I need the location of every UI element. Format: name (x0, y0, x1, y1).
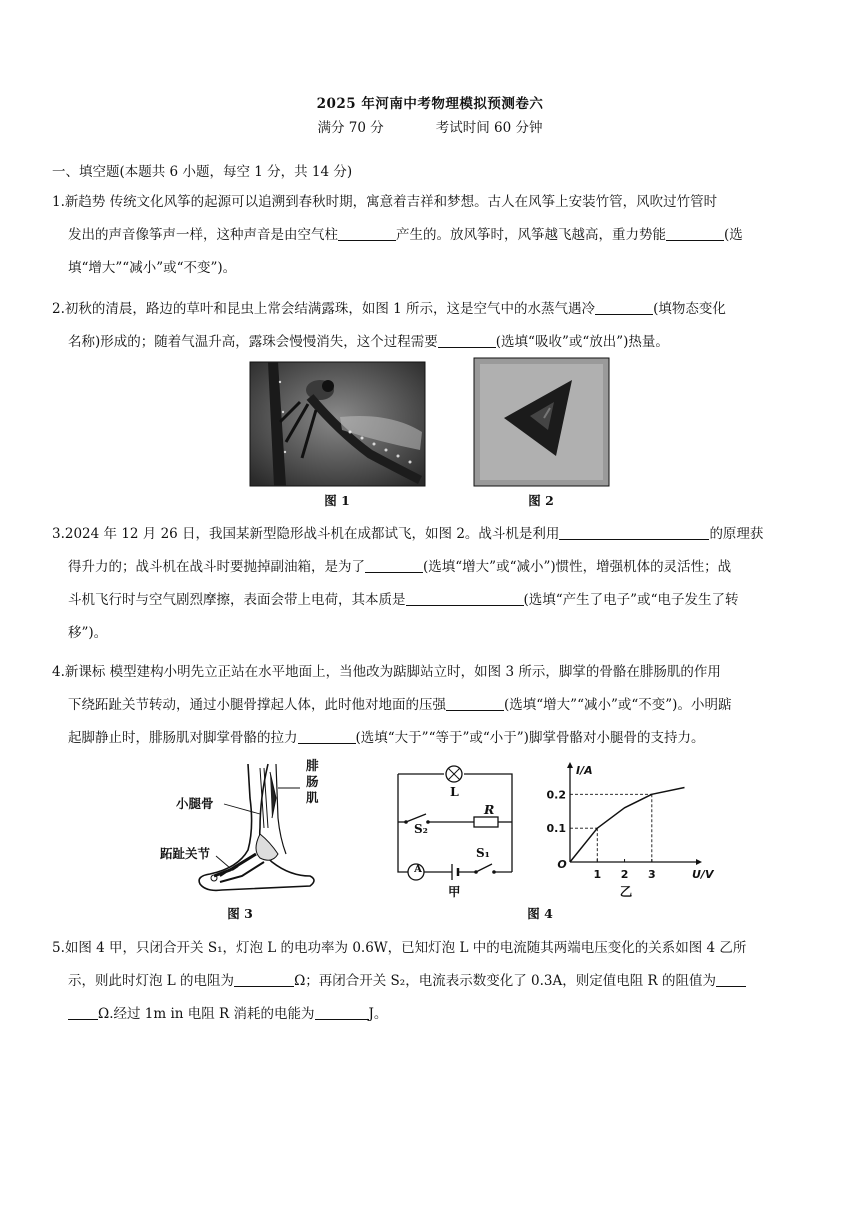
answer-blank[interactable] (365, 558, 423, 573)
label-leg-bone: 小腿骨 (176, 796, 214, 811)
switch-s1-icon (476, 864, 492, 872)
q4-line1: 4.新课标 模型建构小明先立正站在水平地面上，当他改为踮脚站立时，如图 3 所示，脚掌的骨骼在腓肠肌的作用 (52, 664, 721, 680)
answer-blank[interactable] (595, 300, 653, 315)
iu-curve (570, 788, 685, 863)
answer-blank[interactable] (406, 591, 524, 606)
figure-1-caption: 图 1 (324, 493, 350, 508)
question-4 (52, 656, 812, 755)
full-score: 满分 70 分 (317, 120, 384, 136)
answer-blank[interactable] (234, 972, 294, 987)
x-tick-label: 2 (620, 868, 629, 881)
resistor-label: R (484, 802, 495, 817)
y-axis-label: I/A (576, 764, 593, 777)
figure-4-caption: 图 4 (527, 906, 553, 921)
question-1 (52, 186, 812, 285)
section-heading: 一、填空题(本题共 6 小题，每空 1 分，共 14 分) (52, 164, 353, 180)
q4-line3: 起脚静止时，腓肠肌对脚掌骨骼的拉力 (选填“大于”“等于”或“小于”)脚掌骨骼对小腿骨的支持力。 (68, 730, 705, 746)
exam-title: 2025 年河南中考物理模拟预测卷六 (316, 96, 544, 112)
switch-s2-label: S₂ (414, 822, 428, 836)
q3-line1: 3.2024 年 12 月 26 日，我国某新型隐形战斗机在成都试飞，如图 2。战斗机是利用 的原理获 (52, 526, 764, 542)
answer-blank[interactable] (438, 333, 496, 348)
y-tick-label: 0.1 (546, 822, 566, 836)
q1-line3: 填“增大”“减小”或“不变”)。 (68, 260, 237, 276)
question-3 (52, 518, 812, 650)
q2-line2: 名称)形成的；随着气温升高，露珠会慢慢消失，这个过程需要 (选填“吸收”或“放出”)热量。 (68, 334, 669, 350)
origin-label: O (557, 858, 567, 871)
answer-blank[interactable] (298, 729, 356, 744)
lamp-label: L (450, 784, 459, 799)
x-tick-label: 1 (593, 868, 602, 881)
q5-line3: Ω.经过 1m in 电阻 R 消耗的电能为 J。 (52, 998, 812, 1031)
figure-1-dragonfly-photo (250, 362, 425, 486)
answer-blank[interactable] (559, 525, 709, 540)
answer-blank[interactable] (68, 1005, 98, 1020)
switch-s2-icon (406, 814, 426, 822)
q2-line1: 2.初秋的清晨，路边的草叶和昆虫上常会结满露珠，如图 1 所示，这是空气中的水蒸气遇冷 (填物态变化 (52, 301, 726, 317)
figure-4-circuit (386, 762, 522, 894)
answer-blank[interactable] (666, 226, 724, 241)
figure-3-caption: 图 3 (227, 906, 253, 921)
answer-blank[interactable] (315, 1005, 369, 1020)
leader-line (224, 804, 260, 814)
answer-blank[interactable] (338, 226, 396, 241)
q3-line3: 斗机飞行时与空气剧烈摩擦，表面会带上电荷，其本质是 (选填“产生了电子”或“电子发生了转 (68, 592, 739, 608)
figure-2-caption: 图 2 (528, 493, 554, 508)
question-2 (52, 293, 812, 359)
ammeter-label: A (414, 864, 422, 875)
switch-s1-label: S₁ (476, 846, 490, 860)
figure-4-iu-graph (544, 760, 714, 899)
q3-line2: 得升力的；战斗机在战斗时要抛掉副油箱，是为了 (选填“增大”或“减小”)惯性，增强机体的灵活性；战 (68, 559, 732, 575)
circuit-sub-label: 甲 (448, 884, 461, 899)
figure-2-fighter-jet-photo (474, 358, 609, 486)
leader-line (216, 856, 230, 868)
exam-time: 考试时间 60 分钟 (435, 120, 543, 136)
answer-blank[interactable] (716, 972, 746, 987)
x-axis-arrow (696, 859, 702, 865)
q3-line4: 移”)。 (68, 625, 108, 641)
x-axis-label: U/V (692, 868, 714, 881)
q1-line1: 1.新趋势 传统文化风筝的起源可以追溯到春秋时期，寓意着吉祥和梦想。古人在风筝上安装竹管，风吹过竹管时 (52, 194, 718, 210)
question-5 (52, 932, 812, 1031)
q4-line2: 下绕跖趾关节转动，通过小腿骨撑起人体，此时他对地面的压强 (选填“增大”“减小”或“不变”)。小明踮 (68, 697, 732, 713)
resistor-icon (474, 817, 498, 827)
y-axis-arrow (567, 762, 573, 768)
q5-line1: 5.如图 4 甲，只闭合开关 S₁，灯泡 L 的电功率为 0.6W，已知灯泡 L 中的电流随其两端电压变化的关系如图 4 乙所 (52, 940, 747, 956)
exam-subtitle (0, 116, 860, 136)
x-tick-label: 3 (647, 868, 656, 881)
y-tick-label: 0.2 (546, 788, 566, 802)
q1-line2: 发出的声音像筝声一样，这种声音是由空气柱 产生的。放风筝时，风筝越飞越高，重力势能 (选 (68, 227, 743, 243)
label-gastrocnemius: 腓肠肌 (306, 758, 319, 805)
label-toe-joint: 跖趾关节 (160, 846, 211, 861)
q5-line2: 示，则此时灯泡 L 的电阻为 Ω；再闭合开关 S₂，电流表示数变化了 0.3A，则定值电阻 R 的阻值为 (52, 965, 812, 998)
graph-sub-label: 乙 (619, 884, 633, 899)
answer-blank[interactable] (446, 696, 504, 711)
